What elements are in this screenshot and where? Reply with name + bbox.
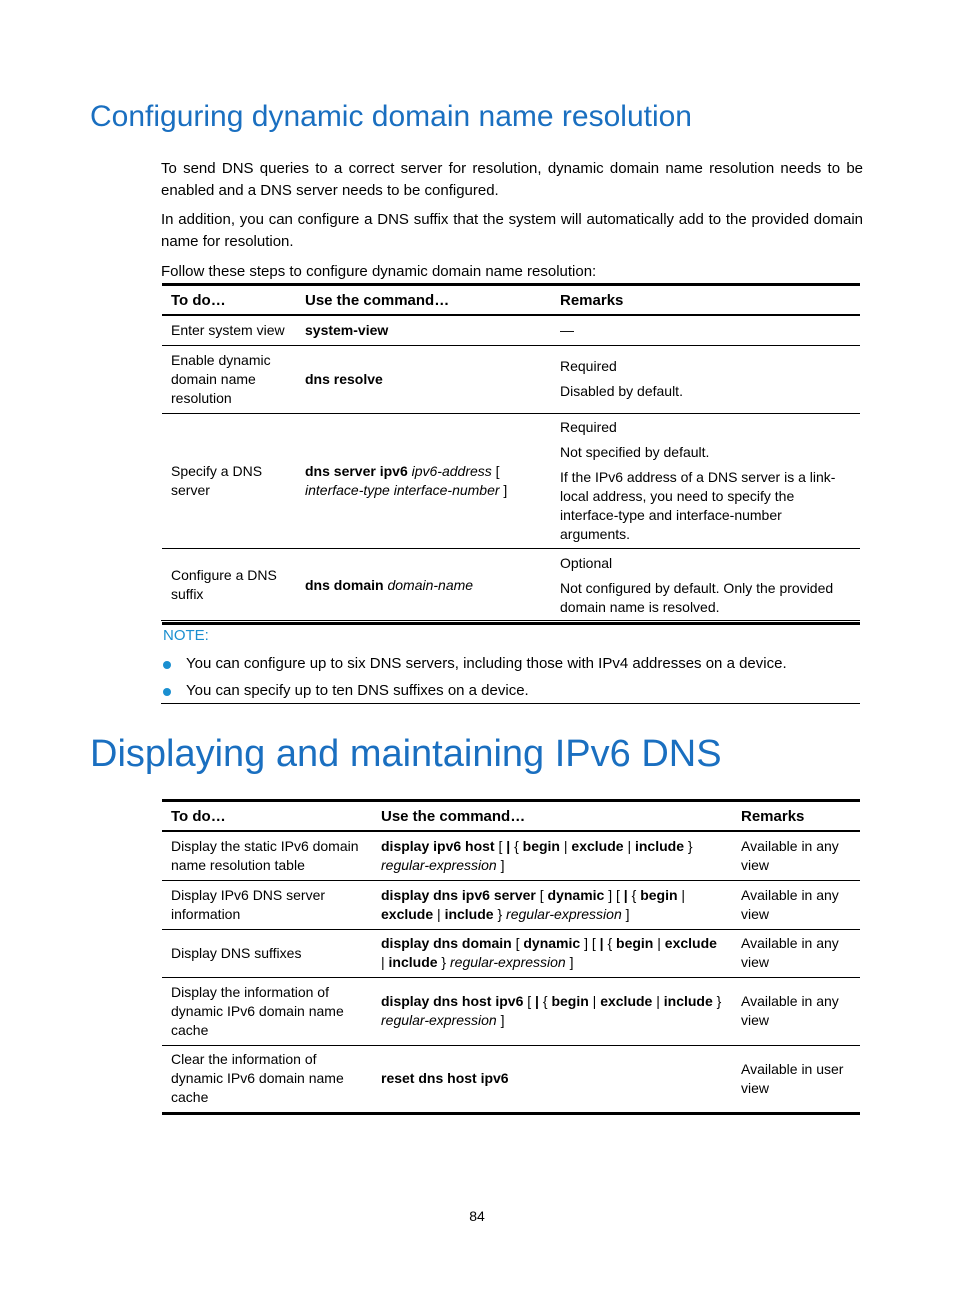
col-header-todo: To do… xyxy=(162,801,372,832)
command-keyword: | xyxy=(599,935,604,951)
command-keyword: exclude xyxy=(571,837,624,854)
table-row xyxy=(162,1045,860,1113)
intro-paragraph-1: To send DNS queries to a correct server for resolution, dynamic domain name resolution needs to be enabled and a DNS server needs to be configured. xyxy=(161,160,863,199)
command-syntax: ] xyxy=(496,856,505,873)
cell-todo: Display the information of dynamic IPv6 domain name cache xyxy=(162,977,372,1045)
command-syntax: } xyxy=(437,954,451,970)
command-syntax: { xyxy=(627,886,641,903)
cell-remarks xyxy=(551,413,860,548)
remark-line: Disabled by default. xyxy=(560,383,683,399)
cell-command xyxy=(372,880,732,929)
command-syntax: | xyxy=(623,837,635,854)
cell-remarks xyxy=(732,880,860,929)
cell-command xyxy=(372,1045,732,1113)
cell-todo: Specify a DNS server xyxy=(162,413,296,548)
cell-remarks xyxy=(732,1045,860,1113)
command-syntax: } xyxy=(712,993,722,1009)
command-syntax: | xyxy=(652,993,664,1009)
command-syntax: { xyxy=(538,993,552,1009)
cell-remarks xyxy=(551,315,860,345)
col-header-command: Use the command… xyxy=(296,285,551,316)
command-keyword: | xyxy=(506,837,511,854)
remark-line: — xyxy=(560,321,574,338)
config-steps-table xyxy=(162,283,860,625)
table-row xyxy=(162,315,860,345)
remark-line: Available in any view xyxy=(741,993,839,1028)
command-syntax: { xyxy=(510,837,523,854)
cell-command xyxy=(296,345,551,413)
command-syntax: } xyxy=(493,905,507,922)
display-commands-table xyxy=(162,799,860,1115)
command-syntax: ] xyxy=(565,954,574,970)
cell-todo: Display the static IPv6 domain name resolution table xyxy=(162,831,372,880)
command-keyword: include xyxy=(444,905,494,922)
command-keyword: include xyxy=(634,837,684,854)
command-keyword: reset dns host ipv6 xyxy=(381,1070,509,1086)
command-keyword: display dns host ipv6 xyxy=(381,993,524,1009)
command-syntax: [ xyxy=(491,462,500,479)
command-keyword: dns domain xyxy=(305,576,388,593)
command-syntax: ] xyxy=(496,1012,505,1028)
cell-remarks xyxy=(732,831,860,880)
remark-line: Available in any view xyxy=(741,837,839,873)
note-item: You can configure up to six DNS servers, including those with IPv4 addresses on a device. xyxy=(186,655,787,672)
command-syntax: ] [ xyxy=(604,886,624,903)
command-syntax: | xyxy=(677,886,686,903)
remark-line: Available in any view xyxy=(741,886,839,922)
table-row xyxy=(162,831,860,880)
command-syntax: } xyxy=(684,837,693,854)
cell-remarks xyxy=(551,345,860,413)
col-header-remarks: Remarks xyxy=(732,801,860,832)
cell-command xyxy=(296,413,551,548)
cell-remarks xyxy=(732,929,860,977)
cell-command xyxy=(296,315,551,345)
command-keyword: | xyxy=(623,886,628,903)
table-row xyxy=(162,929,860,977)
command-keyword: begin xyxy=(522,837,560,854)
table-row xyxy=(162,880,860,929)
command-argument: regular-expression xyxy=(506,905,622,922)
cell-todo: Configure a DNS suffix xyxy=(162,548,296,623)
intro-paragraph-2: In addition, you can configure a DNS suffix that the system will automatically add to the provided domain name for resolution. xyxy=(161,211,863,250)
cell-command xyxy=(372,831,732,880)
col-header-remarks: Remarks xyxy=(551,285,860,316)
command-keyword: | xyxy=(535,993,539,1009)
note-bottom-rule xyxy=(161,703,860,704)
section-heading-configuring: Configuring dynamic domain name resolution xyxy=(90,100,692,133)
remark-line: Required xyxy=(560,358,617,374)
command-keyword: display dns domain xyxy=(381,935,512,951)
command-syntax: [ xyxy=(511,935,524,951)
col-header-command: Use the command… xyxy=(372,801,732,832)
cell-todo: Enter system view xyxy=(162,315,296,345)
command-keyword: display ipv6 host xyxy=(381,837,495,854)
command-argument: domain-name xyxy=(387,576,474,593)
command-syntax: ] [ xyxy=(580,935,600,951)
cell-command xyxy=(296,548,551,623)
remark-line: Not specified by default. xyxy=(560,443,710,460)
cell-remarks xyxy=(551,548,860,623)
command-syntax: ] xyxy=(499,481,508,498)
cell-command xyxy=(372,929,732,977)
remark-line: Available in any view xyxy=(741,935,839,970)
command-syntax: | xyxy=(588,993,601,1009)
command-argument: ipv6-address xyxy=(411,462,492,479)
command-keyword: begin xyxy=(640,886,678,903)
command-keyword: dns server ipv6 xyxy=(305,462,412,479)
remark-line: Available in user view xyxy=(741,1060,844,1096)
command-keyword: begin xyxy=(616,935,654,951)
command-argument: interface-type interface-number xyxy=(305,481,500,498)
cell-command xyxy=(372,977,732,1045)
command-argument: regular-expression xyxy=(450,954,566,970)
command-keyword: include xyxy=(388,954,438,970)
command-keyword: display dns ipv6 server xyxy=(381,886,536,903)
table-row xyxy=(162,345,860,413)
col-header-todo: To do… xyxy=(162,285,296,316)
command-syntax: { xyxy=(603,935,617,951)
table-row xyxy=(162,548,860,623)
command-keyword: dynamic xyxy=(523,935,581,951)
command-syntax: | xyxy=(653,935,665,951)
command-syntax: ] xyxy=(621,905,630,922)
remark-line: Required xyxy=(560,418,617,435)
command-syntax: [ xyxy=(523,993,536,1009)
note-bullet-icon xyxy=(163,688,171,696)
command-keyword: dynamic xyxy=(547,886,605,903)
command-keyword: exclude xyxy=(381,905,434,922)
cell-todo: Enable dynamic domain name resolution xyxy=(162,345,296,413)
cell-todo: Clear the information of dynamic IPv6 domain name cache xyxy=(162,1045,372,1113)
cell-remarks xyxy=(732,977,860,1045)
note-label: NOTE: xyxy=(163,627,209,644)
cell-todo: Display DNS suffixes xyxy=(162,929,372,977)
command-argument: regular-expression xyxy=(381,1012,497,1028)
cell-todo: Display IPv6 DNS server information xyxy=(162,880,372,929)
steps-intro: Follow these steps to configure dynamic domain name resolution: xyxy=(161,263,597,280)
command-keyword: system-view xyxy=(305,321,389,338)
table-row xyxy=(162,977,860,1045)
command-keyword: dns resolve xyxy=(305,370,383,387)
command-syntax: | xyxy=(560,837,572,854)
table-row xyxy=(162,413,860,548)
note-top-rule xyxy=(161,620,860,621)
note-bullet-icon xyxy=(163,661,171,669)
command-syntax: [ xyxy=(535,886,548,903)
command-keyword: begin xyxy=(551,993,589,1009)
page-number: 84 xyxy=(469,1208,485,1224)
command-syntax: | xyxy=(433,905,445,922)
section-heading-displaying: Displaying and maintaining IPv6 DNS xyxy=(90,733,722,775)
remark-line: Not configured by default. Only the provided domain name is resolved. xyxy=(560,579,834,615)
command-keyword: exclude xyxy=(600,993,653,1009)
command-keyword: exclude xyxy=(664,935,717,951)
command-syntax: | xyxy=(381,954,389,970)
remark-line: If the IPv6 address of a DNS server is a link-local address, you need to specify the interface-type and interface-number arguments. xyxy=(560,468,836,542)
remark-line: Optional xyxy=(560,554,613,571)
note-item: You can specify up to ten DNS suffixes on a device. xyxy=(186,682,529,699)
command-keyword: include xyxy=(663,993,713,1009)
command-argument: regular-expression xyxy=(381,856,497,873)
command-syntax: [ xyxy=(494,837,507,854)
